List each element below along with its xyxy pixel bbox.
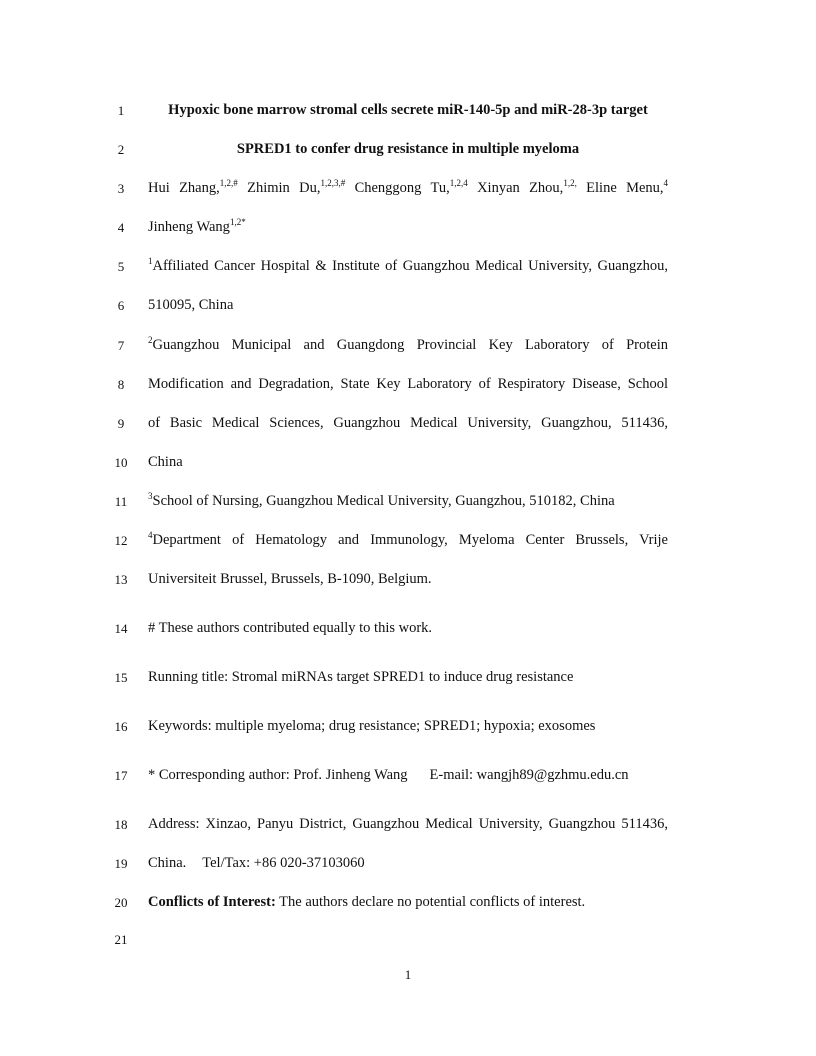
conflicts-label: Conflicts of Interest: [148,894,276,910]
affiliation-4 [148,531,668,549]
page-number: 1 [404,967,412,982]
address-line-1: Address: Xinzao, Panyu District, Guangzhou Medical University, Guangzhou 511436, [148,816,668,832]
affiliation-1-continued: 510095, China [148,297,234,313]
author-name: Eline Menu, [586,180,664,196]
line-number-6: 6 [117,298,125,313]
line-number-2: 2 [117,142,125,157]
line-number-20: 20 [114,895,128,910]
author-affiliation-sup: 1,2, [563,178,577,188]
author-affiliation-sup: 1,2* [229,217,246,227]
author-name: Chenggong Tu, [354,180,450,196]
affiliation-number: 3 [148,491,153,501]
author-list-continued [148,218,668,236]
address-country: China. [148,855,187,871]
line-number-4: 4 [117,220,125,235]
keywords: Keywords: multiple myeloma; drug resistance; SPRED1; hypoxia; exosomes [148,718,596,734]
affiliation-number: 1 [148,256,153,266]
line-number-12: 12 [114,533,128,548]
line-number-19: 19 [114,856,128,871]
paper-title-line-2: SPRED1 to confer drug resistance in multiple myeloma [236,141,580,157]
line-number-21: 21 [114,932,128,947]
affiliation-number: 4 [148,530,153,540]
corresponding-author-name: * Corresponding author: Prof. Jinheng Wang [148,767,408,783]
address-line-2 [148,854,668,872]
line-number-11: 11 [114,494,128,509]
line-number-7: 7 [117,338,125,353]
affiliation-3 [148,492,668,510]
affiliation-text: Affiliated Cancer Hospital & Institute of Guangzhou Medical University, Guangzhou, [152,258,668,274]
affiliation-4-continued: Universiteit Brussel, Brussels, B-1090, Belgium. [148,571,432,587]
line-number-10: 10 [114,455,128,470]
line-number-13: 13 [114,572,128,587]
affiliation-text: Guangzhou Municipal and Guangdong Provincial Key Laboratory of Protein [152,337,668,353]
affiliation-number: 2 [148,335,153,345]
line-number-18: 18 [114,817,128,832]
line-number-1: 1 [117,103,125,118]
affiliation-text: Department of Hematology and Immunology, Myeloma Center Brussels, Vrije [152,532,668,548]
line-number-16: 16 [114,719,128,734]
author-name: Jinheng Wang [148,219,230,235]
author-name: Zhimin Du, [247,180,321,196]
address-phone: Tel/Tax: +86 020-37103060 [202,855,365,871]
affiliation-2-line-2: Modification and Degradation, State Key Laboratory of Respiratory Disease, School [148,376,668,392]
line-number-8: 8 [117,377,125,392]
author-list [148,179,668,197]
affiliation-1 [148,257,668,275]
line-number-3: 3 [117,181,125,196]
affiliation-2-line-4: China [148,454,183,470]
affiliation-2 [148,336,668,354]
author-affiliation-sup: 1,2,3,# [320,178,346,188]
conflicts-of-interest [148,893,668,911]
corresponding-email: E-mail: wangjh89@gzhmu.edu.cn [429,767,629,783]
affiliation-text: School of Nursing, Guangzhou Medical University, Guangzhou, 510182, China [152,493,615,509]
author-affiliation-sup: 1,2,4 [449,178,468,188]
line-number-14: 14 [114,621,128,636]
affiliation-2-line-3: of Basic Medical Sciences, Guangzhou Medical University, Guangzhou, 511436, [148,415,668,431]
line-number-17: 17 [114,768,128,783]
line-number-15: 15 [114,670,128,685]
conflicts-text: The authors declare no potential conflicts of interest. [279,894,586,910]
paper-title-line-1: Hypoxic bone marrow stromal cells secrete miR-140-5p and miR-28-3p target [168,102,648,118]
author-name: Hui Zhang, [148,180,220,196]
author-affiliation-sup: 1,2,# [219,178,238,188]
author-affiliation-sup: 4 [663,178,669,188]
line-number-5: 5 [117,259,125,274]
running-title: Running title: Stromal miRNAs target SPRED1 to induce drug resistance [148,669,574,685]
author-name: Xinyan Zhou, [477,180,564,196]
line-number-9: 9 [117,416,125,431]
equal-contribution-note: # These authors contributed equally to this work. [148,620,433,636]
corresponding-author [148,766,668,784]
